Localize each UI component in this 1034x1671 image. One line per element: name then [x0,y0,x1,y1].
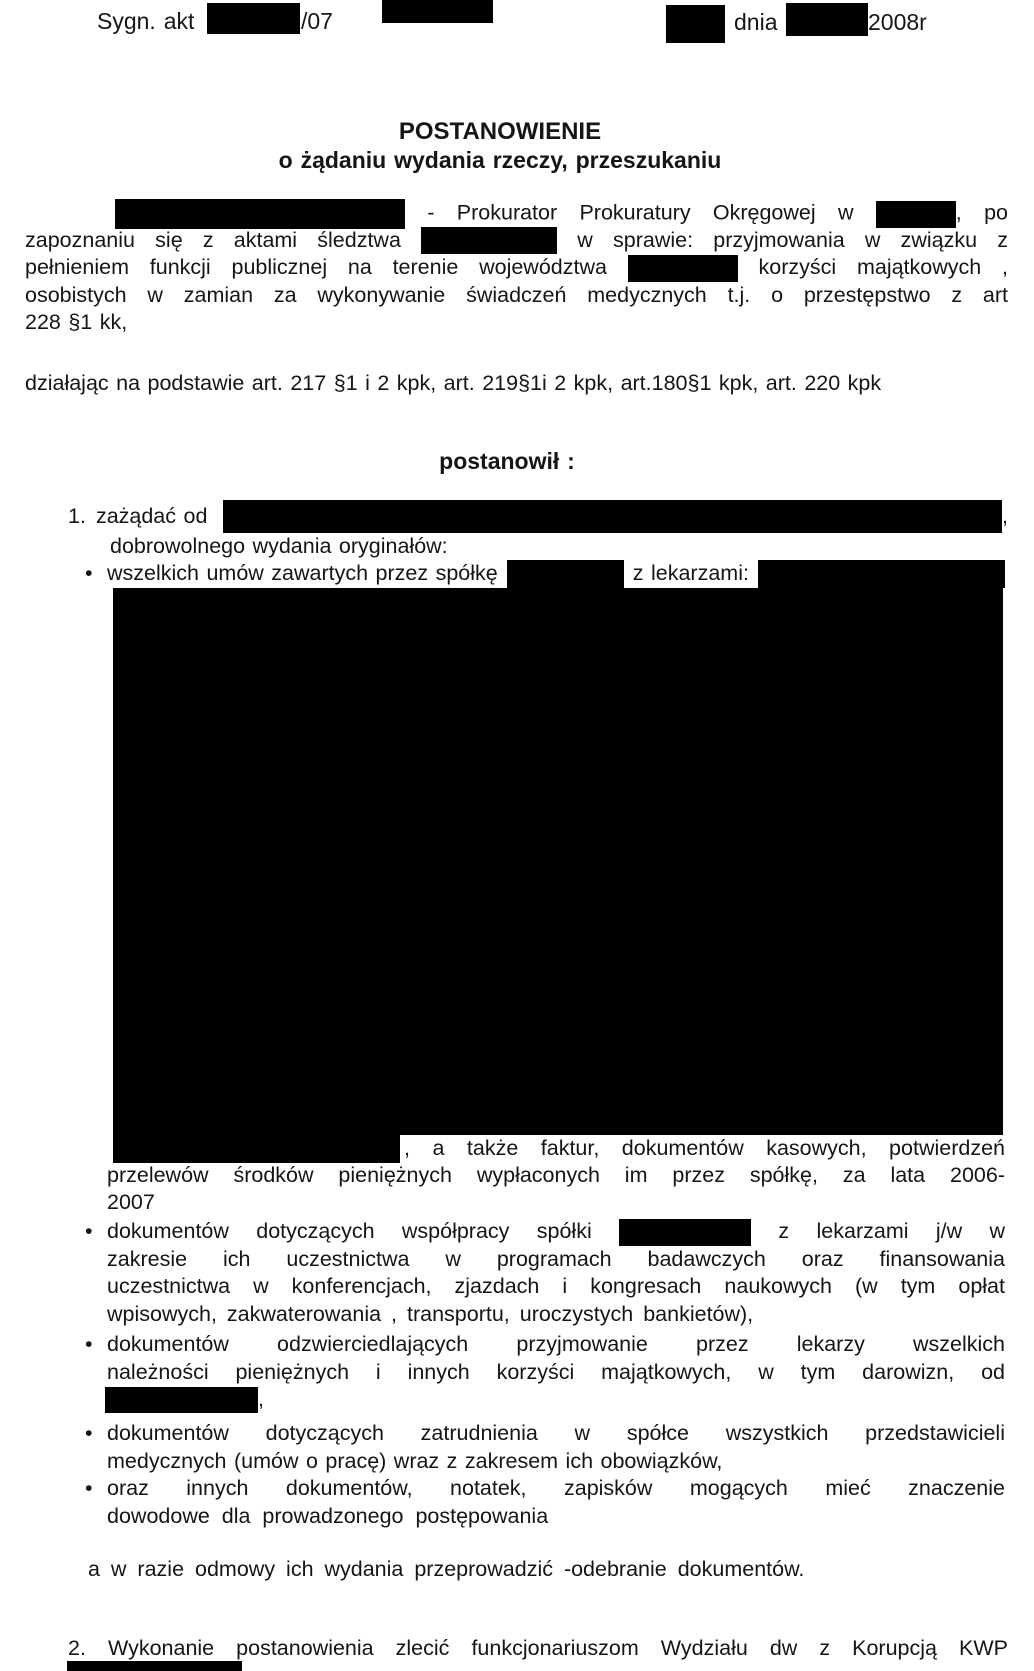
intro-paragraph [25,199,1008,337]
document-title: POSTANOWIENIE [398,118,602,145]
redaction-bar [507,560,624,588]
bullet-icon: • [85,1219,93,1243]
bullet-2-line-2: zakresie ich uczestnictwa w programach badawczych oraz finansowania [107,1246,1005,1271]
bullet-3-line-2: należności pieniężnych i innych korzyści majątkowych, w tym darowizn, od [107,1359,1005,1384]
bullet-1-pre: wszelkich umów zawartych przez spółkę [107,561,498,586]
bullet-4-line-2: medycznych (umów o pracę) wraz z zakresem ich obowiązków, [107,1448,723,1473]
bullet-1-cont-2: 2007 [107,1190,155,1214]
case-number-label: Sygn. akt [97,8,195,34]
bullet-5-line-1 [85,1475,1005,1503]
item-2 [68,1635,1008,1663]
bullet-2-post: z lekarzami j/w w [778,1219,1005,1243]
bullet-2-line-1 [85,1218,1005,1246]
redaction-bar [619,1219,751,1246]
intro-line-2 [25,227,1008,255]
redaction-bar [105,1387,258,1413]
case-number-suffix: /07 [301,8,333,34]
redaction-block [113,588,1003,1135]
item-1-comma: , [1002,503,1008,528]
bullet-3-text: dokumentów odzwierciedlających przyjmowanie przez lekarzy wszelkich [107,1332,1005,1356]
legal-basis: działając na podstawie art. 217 §1 i 2 kpk, art. 219§1i 2 kpk, art.180§1 kpk, art. 220 kpk [25,371,882,395]
bullet-icon: • [85,561,93,586]
decision-heading: postanowił : [439,448,575,474]
item-2-text: Wykonanie postanowienia zlecić funkcjonariuszom Wydziału dw z Korupcją KWP [107,1636,1008,1660]
intro-text: zapoznaniu się z aktami śledztwa [25,227,401,252]
bullet-4 [85,1420,1005,1475]
bullet-5 [85,1475,1005,1530]
intro-line-1 [25,199,1008,227]
bullet-1-after-block: , a także faktur, dokumentów kasowych, potwierdzeń [404,1136,1005,1161]
intro-text: , po [955,200,1008,225]
redaction-bar [786,3,868,36]
intro-text: pełnieniem funkcji publicznej na terenie województwa [25,255,607,279]
bullet-4-text: dokumentów dotyczących zatrudnienia w spółce wszystkich przedstawicieli [107,1421,1005,1445]
redaction-bar [207,3,300,34]
bullet-2-pre: dokumentów dotyczących współpracy spółki [107,1219,592,1243]
redaction-bar [382,0,493,23]
bullet-5-line-2: dowodowe dla prowadzonego postępowania [107,1503,549,1528]
bullet-1-line-1 [85,560,1005,588]
title-block [0,117,1000,175]
item-1-number: 1. [68,503,86,528]
redaction-bar [115,199,405,229]
date-label: dnia [734,9,778,35]
redaction-bar [113,1135,400,1163]
bullet-1-mid: z lekarzami: [632,561,749,586]
intro-text: w sprawie: przyjmowania w związku z [577,227,1008,252]
bullet-3-comma: , [258,1387,264,1411]
bullet-2-line-4: wpisowych, zakwaterowania , transportu, uroczystych bankietów), [107,1301,754,1326]
bullet-1-after-block-row [113,1135,1005,1163]
bullet-5-text: oraz innych dokumentów, notatek, zapisków mogących mieć znaczenie [107,1476,1005,1500]
intro-line-4: osobistych w zamian za wykonywanie świadczeń medycznych t.j. o przestępstwo z art [25,282,1008,307]
document-subtitle: o żądaniu wydania rzeczy, przeszukaniu [278,147,722,173]
closing-clause: a w razie odmowy ich wydania przeprowadzić -odebranie dokumentów. [88,1557,805,1581]
redaction-bar [628,255,738,282]
redaction-bar [67,1661,242,1671]
redaction-bar [876,201,956,228]
date-year: 2008r [868,9,927,35]
item-1-line-2: dobrowolnego wydania oryginałów: [110,534,448,558]
bullet-1-cont-1: przelewów środków pieniężnych wypłaconych im przez spółkę, za lata 2006- [107,1163,1005,1187]
bullet-2-line-3: uczestnictwa w konferencjach, zjazdach i kongresach naukowych (w tym opłat [107,1274,1005,1298]
redaction-bar [666,5,725,43]
item-1-lead: zażądać od [95,503,208,528]
item-1-line-1 [68,500,1008,533]
redaction-bar [421,227,557,254]
item-2-number: 2. [68,1636,86,1660]
bullet-2 [85,1218,1005,1328]
redaction-bar [758,560,1005,588]
intro-text: - Prokurator Prokuratury Okręgowej w [427,200,854,225]
bullet-icon: • [85,1476,93,1500]
bullet-3-bar-line [105,1386,264,1413]
indent [25,219,115,220]
intro-line-5: 228 §1 kk, [25,310,128,334]
intro-text: korzyści majątkowych , [758,255,1008,279]
bullet-3 [85,1331,1005,1386]
bullet-4-line-1 [85,1420,1005,1448]
redaction-bar [223,500,1002,533]
intro-line-3 [25,254,1008,282]
bullet-icon: • [85,1421,93,1445]
item-1 [68,500,1008,561]
bullet-3-line-1 [85,1331,1005,1359]
bullet-icon: • [85,1332,93,1356]
